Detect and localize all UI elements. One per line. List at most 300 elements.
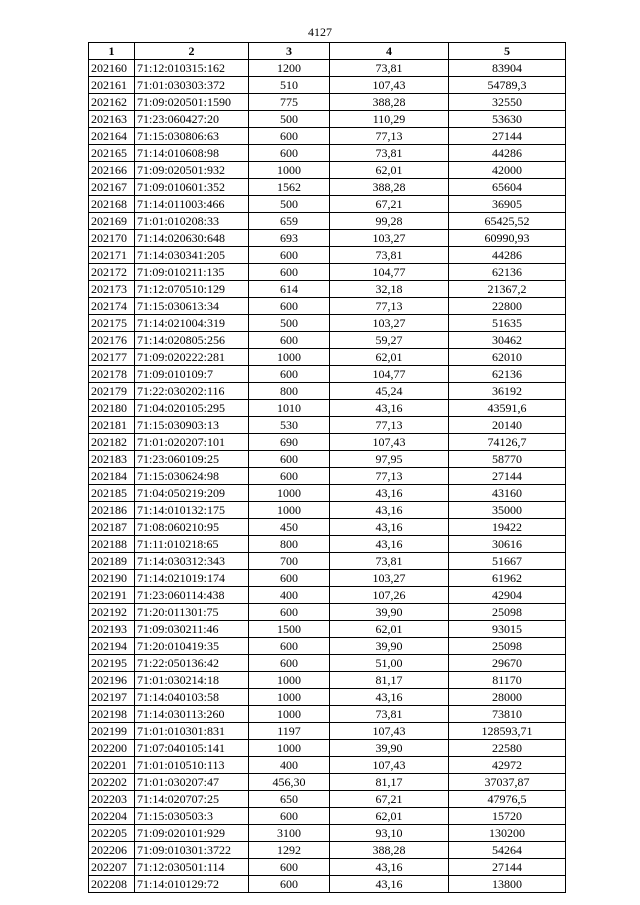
value-cell: 47976,5 <box>449 791 566 808</box>
cadastral-number-cell: 71:01:020207:101 <box>135 434 249 451</box>
rate-cell: 77,13 <box>330 298 449 315</box>
row-number-cell: 202179 <box>89 383 135 400</box>
page-number: 4127 <box>308 25 332 39</box>
rate-cell: 81,17 <box>330 774 449 791</box>
row-number-cell: 202165 <box>89 145 135 162</box>
cadastral-number-cell: 71:20:011301:75 <box>135 604 249 621</box>
area-cell: 500 <box>249 315 330 332</box>
cadastral-number-cell: 71:15:030503:3 <box>135 808 249 825</box>
value-cell: 62136 <box>449 264 566 281</box>
rate-cell: 107,43 <box>330 77 449 94</box>
cadastral-number-cell: 71:23:060427:20 <box>135 111 249 128</box>
rate-cell: 104,77 <box>330 366 449 383</box>
rate-cell: 67,21 <box>330 196 449 213</box>
area-cell: 400 <box>249 757 330 774</box>
row-number-cell: 202198 <box>89 706 135 723</box>
area-cell: 600 <box>249 366 330 383</box>
rate-cell: 59,27 <box>330 332 449 349</box>
table-row <box>89 162 566 179</box>
area-cell: 600 <box>249 604 330 621</box>
row-number-cell: 202186 <box>89 502 135 519</box>
rate-cell: 97,95 <box>330 451 449 468</box>
value-cell: 54789,3 <box>449 77 566 94</box>
row-number-cell: 202184 <box>89 468 135 485</box>
value-cell: 13800 <box>449 876 566 893</box>
table-row <box>89 281 566 298</box>
value-cell: 25098 <box>449 604 566 621</box>
rate-cell: 73,81 <box>330 706 449 723</box>
rate-cell: 43,16 <box>330 485 449 502</box>
value-cell: 27144 <box>449 128 566 145</box>
rate-cell: 43,16 <box>330 400 449 417</box>
table-row <box>89 740 566 757</box>
value-cell: 30616 <box>449 536 566 553</box>
rate-cell: 62,01 <box>330 621 449 638</box>
value-cell: 36192 <box>449 383 566 400</box>
rate-cell: 388,28 <box>330 842 449 859</box>
value-cell: 35000 <box>449 502 566 519</box>
cadastral-number-cell: 71:11:010218:65 <box>135 536 249 553</box>
table-row <box>89 536 566 553</box>
rate-cell: 43,16 <box>330 536 449 553</box>
cadastral-number-cell: 71:15:030903:13 <box>135 417 249 434</box>
area-cell: 500 <box>249 111 330 128</box>
table-row <box>89 808 566 825</box>
area-cell: 614 <box>249 281 330 298</box>
row-number-cell: 202204 <box>89 808 135 825</box>
row-number-cell: 202188 <box>89 536 135 553</box>
cadastral-number-cell: 71:14:020630:648 <box>135 230 249 247</box>
row-number-cell: 202200 <box>89 740 135 757</box>
rate-cell: 39,90 <box>330 638 449 655</box>
value-cell: 15720 <box>449 808 566 825</box>
row-number-cell: 202169 <box>89 213 135 230</box>
row-number-cell: 202167 <box>89 179 135 196</box>
area-cell: 600 <box>249 655 330 672</box>
area-cell: 1000 <box>249 502 330 519</box>
row-number-cell: 202163 <box>89 111 135 128</box>
area-cell: 659 <box>249 213 330 230</box>
row-number-cell: 202189 <box>89 553 135 570</box>
rate-cell: 73,81 <box>330 145 449 162</box>
rate-cell: 62,01 <box>330 162 449 179</box>
cadastral-number-cell: 71:14:020707:25 <box>135 791 249 808</box>
area-cell: 693 <box>249 230 330 247</box>
row-number-cell: 202171 <box>89 247 135 264</box>
table-row <box>89 94 566 111</box>
rate-cell: 73,81 <box>330 553 449 570</box>
rate-cell: 77,13 <box>330 417 449 434</box>
area-cell: 1000 <box>249 162 330 179</box>
table-row <box>89 230 566 247</box>
cadastral-number-cell: 71:09:020501:932 <box>135 162 249 179</box>
area-cell: 1197 <box>249 723 330 740</box>
value-cell: 22580 <box>449 740 566 757</box>
row-number-cell: 202174 <box>89 298 135 315</box>
value-cell: 60990,93 <box>449 230 566 247</box>
column-header-3: 3 <box>249 43 330 60</box>
table-row <box>89 519 566 536</box>
rate-cell: 43,16 <box>330 502 449 519</box>
area-cell: 400 <box>249 587 330 604</box>
area-cell: 1500 <box>249 621 330 638</box>
row-number-cell: 202190 <box>89 570 135 587</box>
area-cell: 3100 <box>249 825 330 842</box>
table-row <box>89 825 566 842</box>
table-row <box>89 60 566 77</box>
rate-cell: 104,77 <box>330 264 449 281</box>
value-cell: 51635 <box>449 315 566 332</box>
cadastral-number-cell: 71:14:030341:205 <box>135 247 249 264</box>
row-number-cell: 202164 <box>89 128 135 145</box>
row-number-cell: 202192 <box>89 604 135 621</box>
area-cell: 1000 <box>249 740 330 757</box>
header-row <box>89 43 566 60</box>
table-row <box>89 485 566 502</box>
value-cell: 128593,71 <box>449 723 566 740</box>
row-number-cell: 202194 <box>89 638 135 655</box>
row-number-cell: 202196 <box>89 672 135 689</box>
table-row <box>89 672 566 689</box>
rate-cell: 45,24 <box>330 383 449 400</box>
cadastral-number-cell: 71:01:030207:47 <box>135 774 249 791</box>
area-cell: 600 <box>249 145 330 162</box>
table-row <box>89 77 566 94</box>
row-number-cell: 202168 <box>89 196 135 213</box>
area-cell: 1000 <box>249 485 330 502</box>
value-cell: 32550 <box>449 94 566 111</box>
rate-cell: 51,00 <box>330 655 449 672</box>
table-row <box>89 196 566 213</box>
cadastral-number-cell: 71:14:021019:174 <box>135 570 249 587</box>
cadastral-number-cell: 71:01:010301:831 <box>135 723 249 740</box>
area-cell: 600 <box>249 298 330 315</box>
cadastral-number-cell: 71:23:060114:438 <box>135 587 249 604</box>
rate-cell: 77,13 <box>330 468 449 485</box>
cadastral-number-cell: 71:14:010129:72 <box>135 876 249 893</box>
table-row <box>89 128 566 145</box>
cadastral-number-cell: 71:22:050136:42 <box>135 655 249 672</box>
value-cell: 54264 <box>449 842 566 859</box>
rate-cell: 43,16 <box>330 859 449 876</box>
value-cell: 130200 <box>449 825 566 842</box>
value-cell: 73810 <box>449 706 566 723</box>
value-cell: 65604 <box>449 179 566 196</box>
row-number-cell: 202162 <box>89 94 135 111</box>
cadastral-number-cell: 71:22:030202:116 <box>135 383 249 400</box>
value-cell: 43160 <box>449 485 566 502</box>
value-cell: 81170 <box>449 672 566 689</box>
table-row <box>89 502 566 519</box>
area-cell: 650 <box>249 791 330 808</box>
table-row <box>89 468 566 485</box>
value-cell: 65425,52 <box>449 213 566 230</box>
area-cell: 600 <box>249 570 330 587</box>
column-header-5: 5 <box>449 43 566 60</box>
row-number-cell: 202187 <box>89 519 135 536</box>
cadastral-number-cell: 71:07:040105:141 <box>135 740 249 757</box>
table-row <box>89 757 566 774</box>
value-cell: 93015 <box>449 621 566 638</box>
value-cell: 62010 <box>449 349 566 366</box>
rate-cell: 77,13 <box>330 128 449 145</box>
rate-cell: 103,27 <box>330 570 449 587</box>
table-row <box>89 315 566 332</box>
area-cell: 600 <box>249 638 330 655</box>
rate-cell: 107,43 <box>330 723 449 740</box>
table-row <box>89 417 566 434</box>
row-number-cell: 202206 <box>89 842 135 859</box>
area-cell: 700 <box>249 553 330 570</box>
rate-cell: 99,28 <box>330 213 449 230</box>
area-cell: 600 <box>249 451 330 468</box>
area-cell: 510 <box>249 77 330 94</box>
value-cell: 29670 <box>449 655 566 672</box>
value-cell: 83904 <box>449 60 566 77</box>
area-cell: 1562 <box>249 179 330 196</box>
rate-cell: 73,81 <box>330 247 449 264</box>
row-number-cell: 202181 <box>89 417 135 434</box>
value-cell: 42000 <box>449 162 566 179</box>
row-number-cell: 202201 <box>89 757 135 774</box>
cadastral-number-cell: 71:20:010419:35 <box>135 638 249 655</box>
cadastral-number-cell: 71:09:010109:7 <box>135 366 249 383</box>
rate-cell: 43,16 <box>330 876 449 893</box>
table-row <box>89 706 566 723</box>
row-number-cell: 202193 <box>89 621 135 638</box>
table-row <box>89 638 566 655</box>
rate-cell: 93,10 <box>330 825 449 842</box>
value-cell: 53630 <box>449 111 566 128</box>
rate-cell: 39,90 <box>330 604 449 621</box>
table-row <box>89 213 566 230</box>
column-header-2: 2 <box>135 43 249 60</box>
rate-cell: 43,16 <box>330 689 449 706</box>
table-row <box>89 434 566 451</box>
row-number-cell: 202207 <box>89 859 135 876</box>
row-number-cell: 202170 <box>89 230 135 247</box>
row-number-cell: 202182 <box>89 434 135 451</box>
value-cell: 25098 <box>449 638 566 655</box>
cadastral-number-cell: 71:14:011003:466 <box>135 196 249 213</box>
rate-cell: 81,17 <box>330 672 449 689</box>
row-number-cell: 202175 <box>89 315 135 332</box>
value-cell: 21367,2 <box>449 281 566 298</box>
value-cell: 22800 <box>449 298 566 315</box>
area-cell: 600 <box>249 876 330 893</box>
value-cell: 44286 <box>449 145 566 162</box>
row-number-cell: 202205 <box>89 825 135 842</box>
value-cell: 27144 <box>449 859 566 876</box>
cadastral-number-cell: 71:12:010315:162 <box>135 60 249 77</box>
value-cell: 20140 <box>449 417 566 434</box>
rate-cell: 388,28 <box>330 179 449 196</box>
row-number-cell: 202191 <box>89 587 135 604</box>
cadastral-number-cell: 71:09:020501:1590 <box>135 94 249 111</box>
area-cell: 1000 <box>249 706 330 723</box>
area-cell: 1200 <box>249 60 330 77</box>
area-cell: 1010 <box>249 400 330 417</box>
area-cell: 600 <box>249 468 330 485</box>
value-cell: 37037,87 <box>449 774 566 791</box>
value-cell: 61962 <box>449 570 566 587</box>
table-row <box>89 842 566 859</box>
table-row <box>89 366 566 383</box>
value-cell: 27144 <box>449 468 566 485</box>
table-row <box>89 621 566 638</box>
table-row <box>89 145 566 162</box>
cadastral-number-cell: 71:09:010211:135 <box>135 264 249 281</box>
cadastral-number-cell: 71:09:020101:929 <box>135 825 249 842</box>
cadastral-number-cell: 71:12:070510:129 <box>135 281 249 298</box>
area-cell: 690 <box>249 434 330 451</box>
table-row <box>89 791 566 808</box>
rate-cell: 107,26 <box>330 587 449 604</box>
rate-cell: 62,01 <box>330 808 449 825</box>
column-header-4: 4 <box>330 43 449 60</box>
area-cell: 500 <box>249 196 330 213</box>
row-number-cell: 202178 <box>89 366 135 383</box>
area-cell: 1000 <box>249 672 330 689</box>
area-cell: 600 <box>249 247 330 264</box>
table-row <box>89 587 566 604</box>
rate-cell: 39,90 <box>330 740 449 757</box>
cadastral-number-cell: 71:04:020105:295 <box>135 400 249 417</box>
value-cell: 19422 <box>449 519 566 536</box>
value-cell: 58770 <box>449 451 566 468</box>
row-number-cell: 202185 <box>89 485 135 502</box>
row-number-cell: 202161 <box>89 77 135 94</box>
cadastral-number-cell: 71:01:010510:113 <box>135 757 249 774</box>
area-cell: 600 <box>249 128 330 145</box>
row-number-cell: 202183 <box>89 451 135 468</box>
rate-cell: 388,28 <box>330 94 449 111</box>
row-number-cell: 202199 <box>89 723 135 740</box>
cadastral-number-cell: 71:14:030113:260 <box>135 706 249 723</box>
rate-cell: 43,16 <box>330 519 449 536</box>
rate-cell: 107,43 <box>330 434 449 451</box>
cadastral-number-cell: 71:09:010301:3722 <box>135 842 249 859</box>
table-row <box>89 774 566 791</box>
area-cell: 600 <box>249 808 330 825</box>
area-cell: 530 <box>249 417 330 434</box>
row-number-cell: 202172 <box>89 264 135 281</box>
value-cell: 28000 <box>449 689 566 706</box>
table-row <box>89 264 566 281</box>
value-cell: 42904 <box>449 587 566 604</box>
table-row <box>89 247 566 264</box>
value-cell: 44286 <box>449 247 566 264</box>
table-row <box>89 859 566 876</box>
cadastral-number-cell: 71:01:010208:33 <box>135 213 249 230</box>
rate-cell: 67,21 <box>330 791 449 808</box>
row-number-cell: 202166 <box>89 162 135 179</box>
column-header-1: 1 <box>89 43 135 60</box>
table-row <box>89 400 566 417</box>
cadastral-number-cell: 71:14:021004:319 <box>135 315 249 332</box>
row-number-cell: 202202 <box>89 774 135 791</box>
cadastral-number-cell: 71:14:020805:256 <box>135 332 249 349</box>
area-cell: 600 <box>249 264 330 281</box>
cadastral-number-cell: 71:15:030624:98 <box>135 468 249 485</box>
cadastral-number-cell: 71:14:030312:343 <box>135 553 249 570</box>
rate-cell: 32,18 <box>330 281 449 298</box>
rate-cell: 110,29 <box>330 111 449 128</box>
cadastral-number-cell: 71:12:030501:114 <box>135 859 249 876</box>
cadastral-number-cell: 71:01:030303:372 <box>135 77 249 94</box>
cadastral-number-cell: 71:01:030214:18 <box>135 672 249 689</box>
table-row <box>89 655 566 672</box>
row-number-cell: 202208 <box>89 876 135 893</box>
cadastral-number-cell: 71:23:060109:25 <box>135 451 249 468</box>
cadastral-number-cell: 71:14:010608:98 <box>135 145 249 162</box>
table-body <box>89 60 566 893</box>
rate-cell: 73,81 <box>330 60 449 77</box>
table-row <box>89 570 566 587</box>
area-cell: 1292 <box>249 842 330 859</box>
value-cell: 43591,6 <box>449 400 566 417</box>
table-row <box>89 876 566 893</box>
table-row <box>89 349 566 366</box>
area-cell: 600 <box>249 859 330 876</box>
value-cell: 36905 <box>449 196 566 213</box>
cadastral-number-cell: 71:08:060210:95 <box>135 519 249 536</box>
area-cell: 800 <box>249 536 330 553</box>
area-cell: 450 <box>249 519 330 536</box>
table-row <box>89 553 566 570</box>
row-number-cell: 202160 <box>89 60 135 77</box>
area-cell: 600 <box>249 332 330 349</box>
value-cell: 42972 <box>449 757 566 774</box>
table-row <box>89 383 566 400</box>
table-row <box>89 689 566 706</box>
table-row <box>89 179 566 196</box>
area-cell: 800 <box>249 383 330 400</box>
row-number-cell: 202173 <box>89 281 135 298</box>
cadastral-number-cell: 71:15:030613:34 <box>135 298 249 315</box>
cadastral-number-cell: 71:09:030211:46 <box>135 621 249 638</box>
value-cell: 51667 <box>449 553 566 570</box>
row-number-cell: 202180 <box>89 400 135 417</box>
value-cell: 30462 <box>449 332 566 349</box>
table-row <box>89 111 566 128</box>
rate-cell: 103,27 <box>330 315 449 332</box>
row-number-cell: 202203 <box>89 791 135 808</box>
rate-cell: 107,43 <box>330 757 449 774</box>
area-cell: 456,30 <box>249 774 330 791</box>
row-number-cell: 202195 <box>89 655 135 672</box>
area-cell: 1000 <box>249 349 330 366</box>
area-cell: 1000 <box>249 689 330 706</box>
cadastral-number-cell: 71:04:050219:209 <box>135 485 249 502</box>
cadastral-number-cell: 71:15:030806:63 <box>135 128 249 145</box>
row-number-cell: 202177 <box>89 349 135 366</box>
table-row <box>89 723 566 740</box>
table-row <box>89 451 566 468</box>
row-number-cell: 202176 <box>89 332 135 349</box>
cadastral-number-cell: 71:14:010132:175 <box>135 502 249 519</box>
value-cell: 62136 <box>449 366 566 383</box>
cadastral-number-cell: 71:14:040103:58 <box>135 689 249 706</box>
cadastral-number-cell: 71:09:020222:281 <box>135 349 249 366</box>
rate-cell: 103,27 <box>330 230 449 247</box>
data-table <box>88 42 566 893</box>
table-row <box>89 332 566 349</box>
cadastral-number-cell: 71:09:010601:352 <box>135 179 249 196</box>
row-number-cell: 202197 <box>89 689 135 706</box>
table-row <box>89 604 566 621</box>
rate-cell: 62,01 <box>330 349 449 366</box>
